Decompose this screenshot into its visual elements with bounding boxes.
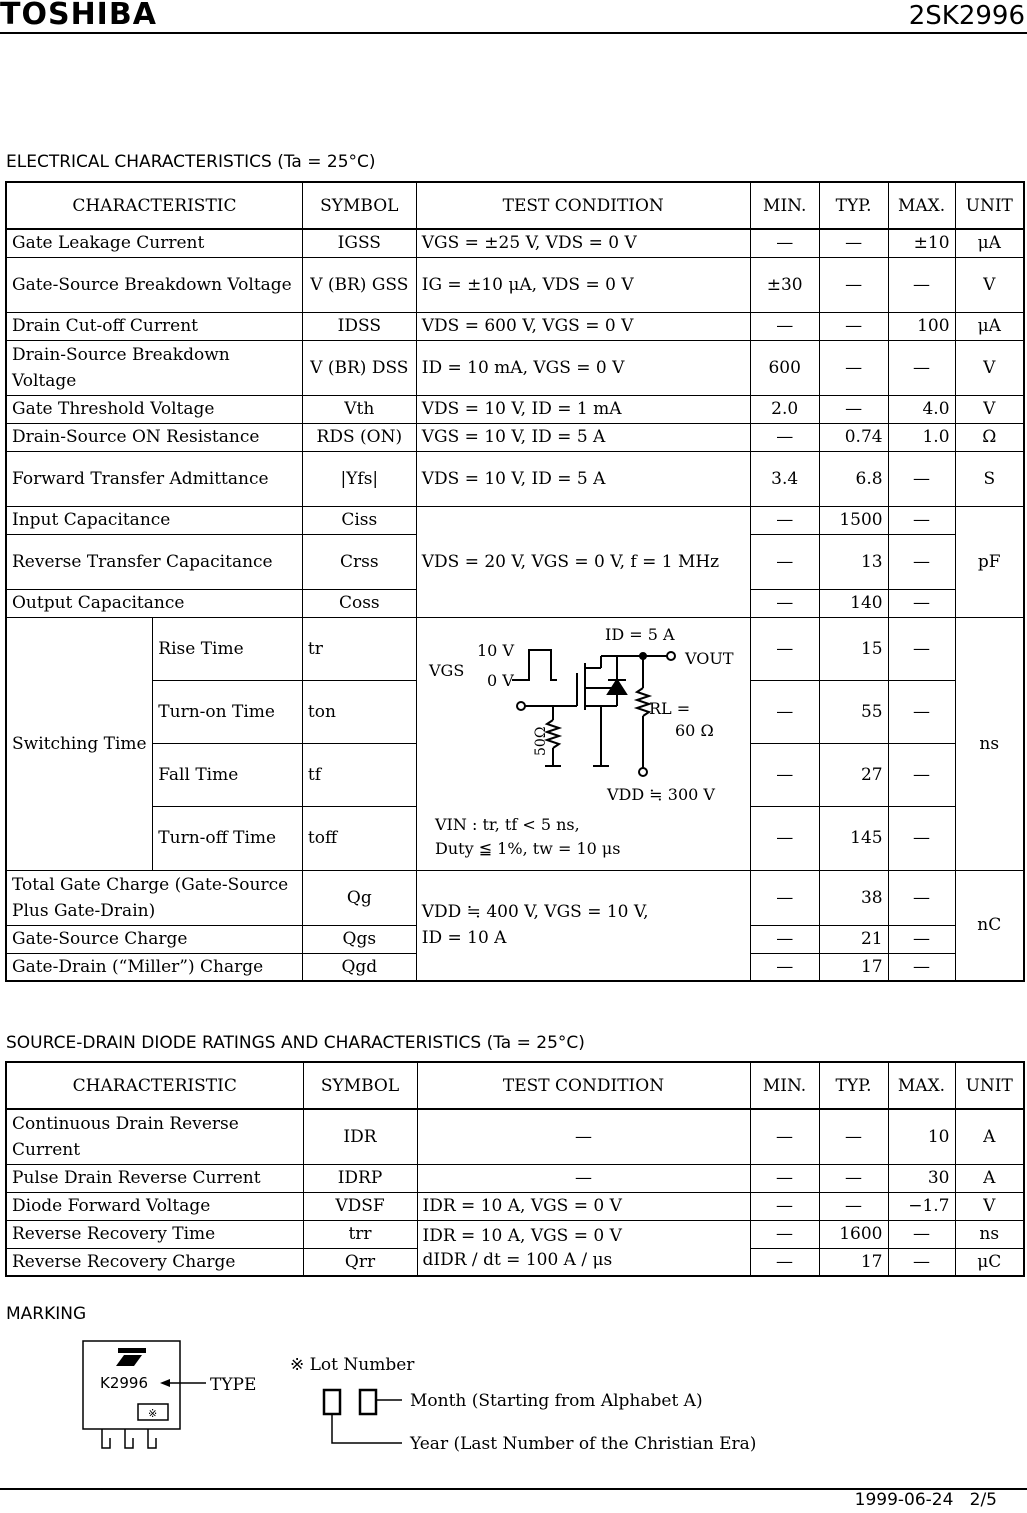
table-row: Total Gate Charge (Gate-Source Plus Gate-Drain) Qg VDD ≒ 400 V, VGS = 10 V, ID = 10 A — 38 — nC — [6, 870, 1024, 925]
table-row: Gate-Source Charge Qgs — 21 — — [6, 925, 1024, 953]
brand-logo: TOSHIBA — [0, 0, 157, 32]
v10-label: 10 V — [476, 640, 514, 660]
table-row: Continuous Drain Reverse Current IDR — — — 10 A — [6, 1109, 1024, 1164]
footer — [855, 1490, 997, 1510]
col-min: MIN. — [750, 182, 819, 229]
v0-label: 0 V — [486, 670, 514, 690]
table-row: Diode Forward Voltage VDSF IDR = 10 A, VGS = 0 V — — −1.7 V — [6, 1192, 1024, 1220]
table-row: Input Capacitance Ciss VDS = 20 V, VGS = 0 V, f = 1 MHz — 1500 — pF — [6, 506, 1024, 534]
header-rule — [0, 32, 1027, 34]
col-unit: UNIT — [955, 182, 1024, 229]
note-duty: Duty ≦ 1%, tw = 10 μs — [434, 838, 621, 858]
table-row: Output Capacitance Coss — 140 — — [6, 589, 1024, 617]
electrical-table — [5, 181, 1025, 982]
col-typ: TYP. — [819, 1062, 888, 1109]
page-number: 2/5 — [969, 1490, 997, 1510]
month-label: Month (Starting from Alphabet A) — [410, 1391, 703, 1411]
vgs-label: VGS — [428, 660, 465, 680]
month-box — [324, 1390, 340, 1414]
col-unit: UNIT — [955, 1062, 1024, 1109]
type-label: TYPE — [210, 1375, 257, 1395]
col-max: MAX. — [888, 182, 955, 229]
recovery-condition: IDR = 10 A, VGS = 0 V dIDR / dt = 100 A / μs — [417, 1220, 750, 1276]
table-row: Reverse Recovery Charge Qrr — 17 — μC — [6, 1248, 1024, 1276]
table-row: Gate-Source Breakdown Voltage V (BR) GSS IG = ±10 μA, VDS = 0 V ±30 — — V — [6, 257, 1024, 312]
part-number: 2SK2996 — [908, 1, 1025, 31]
table-row: Pulse Drain Reverse Current IDRP — — — 30 A — [6, 1164, 1024, 1192]
lot-number-label: ※ Lot Number — [290, 1355, 415, 1375]
col-min: MIN. — [750, 1062, 819, 1109]
table-row: Drain Cut-off Current IDSS VDS = 600 V, VGS = 0 V — — 100 μA — [6, 312, 1024, 340]
col-typ: TYP. — [819, 182, 888, 229]
table-row: Reverse Transfer Capacitance Crss — 13 — — [6, 534, 1024, 589]
marking-title: MARKING — [6, 1304, 87, 1324]
input-terminal — [517, 702, 525, 710]
pulse-waveform — [512, 650, 557, 680]
rl-label: RL = — [648, 698, 690, 718]
footer-date: 1999-06-24 — [854, 1490, 954, 1510]
toshiba-mark-icon — [116, 1348, 146, 1366]
rl-value: 60 Ω — [674, 720, 714, 740]
capacitance-condition: VDS = 20 V, VGS = 0 V, f = 1 MHz — [416, 506, 750, 617]
switching-label: Switching Time — [6, 617, 153, 870]
year-label: Year (Last Number of the Christian Era) — [410, 1434, 757, 1454]
vout-label: VOUT — [684, 648, 734, 668]
table-row: Drain-Source Breakdown Voltage V (BR) DSS ID = 10 mA, VGS = 0 V 600 — — V — [6, 340, 1024, 395]
lead-2 — [125, 1429, 133, 1448]
gate-charge-condition: VDD ≒ 400 V, VGS = 10 V, ID = 10 A — [416, 870, 750, 981]
id-label: ID = 5 A — [604, 624, 675, 644]
vdd-terminal — [639, 768, 647, 776]
col-symbol: SYMBOL — [302, 182, 416, 229]
vdd-label: VDD ≒ 300 V — [606, 784, 715, 804]
col-test-condition: TEST CONDITION — [416, 182, 750, 229]
electrical-title: ELECTRICAL CHARACTERISTICS (Ta = 25°C) — [6, 152, 376, 172]
table-row: Fall Time tf — 27 — — [6, 744, 1024, 807]
col-characteristic: CHARACTERISTIC — [6, 182, 302, 229]
r50-label: 50Ω — [532, 726, 549, 756]
table-row: Switching Time Rise Time tr VGS 10 V 0 V ID = 5 A VOUT RL = 60 Ω VDD ≒ 300 V VIN : tr, tf < 5 ns, Duty ≦ 1%, tw = 10 μs 50Ω — 15 — ns — [6, 617, 1024, 680]
table-row: Forward Transfer Admittance |Yfs| VDS = 10 V, ID = 5 A 3.4 6.8 — S — [6, 451, 1024, 506]
table-row: Gate Threshold Voltage Vth VDS = 10 V, ID = 1 mA 2.0 — 4.0 V — [6, 395, 1024, 423]
switching-circuit-cell — [416, 617, 750, 870]
table-row: Turn-on Time ton — 55 — — [6, 680, 1024, 743]
lead-3 — [148, 1429, 156, 1448]
vout-terminal — [667, 652, 675, 660]
col-characteristic: CHARACTERISTIC — [6, 1062, 303, 1109]
table-row: Drain-Source ON Resistance RDS (ON) VGS = 10 V, ID = 5 A — 0.74 1.0 Ω — [6, 423, 1024, 451]
part-mark: K2996 — [100, 1374, 149, 1392]
col-symbol: SYMBOL — [303, 1062, 417, 1109]
diode-table — [5, 1061, 1025, 1277]
resistor-rl — [637, 688, 649, 716]
diode-title: SOURCE-DRAIN DIODE RATINGS AND CHARACTERISTICS (Ta = 25°C) — [6, 1033, 585, 1053]
table-row: Reverse Recovery Time trr IDR = 10 A, VGS = 0 V dIDR / dt = 100 A / μs — 1600 — ns — [6, 1220, 1024, 1248]
note-vin: VIN : tr, tf < 5 ns, — [434, 814, 580, 834]
lead-1 — [102, 1429, 110, 1448]
year-box — [360, 1390, 376, 1414]
lot-mark: ※ — [148, 1407, 158, 1420]
col-max: MAX. — [888, 1062, 955, 1109]
marking-diagram — [80, 1338, 830, 1458]
table-row: Gate Leakage Current IGSS VGS = ±25 V, VDS = 0 V — — ±10 μA — [6, 229, 1024, 257]
table-row: Turn-off Time toff — 145 — — [6, 807, 1024, 870]
switching-test-circuit — [417, 618, 750, 870]
col-test-condition: TEST CONDITION — [417, 1062, 750, 1109]
table-row: Gate-Drain (“Miller”) Charge Qgd — 17 — — [6, 953, 1024, 981]
